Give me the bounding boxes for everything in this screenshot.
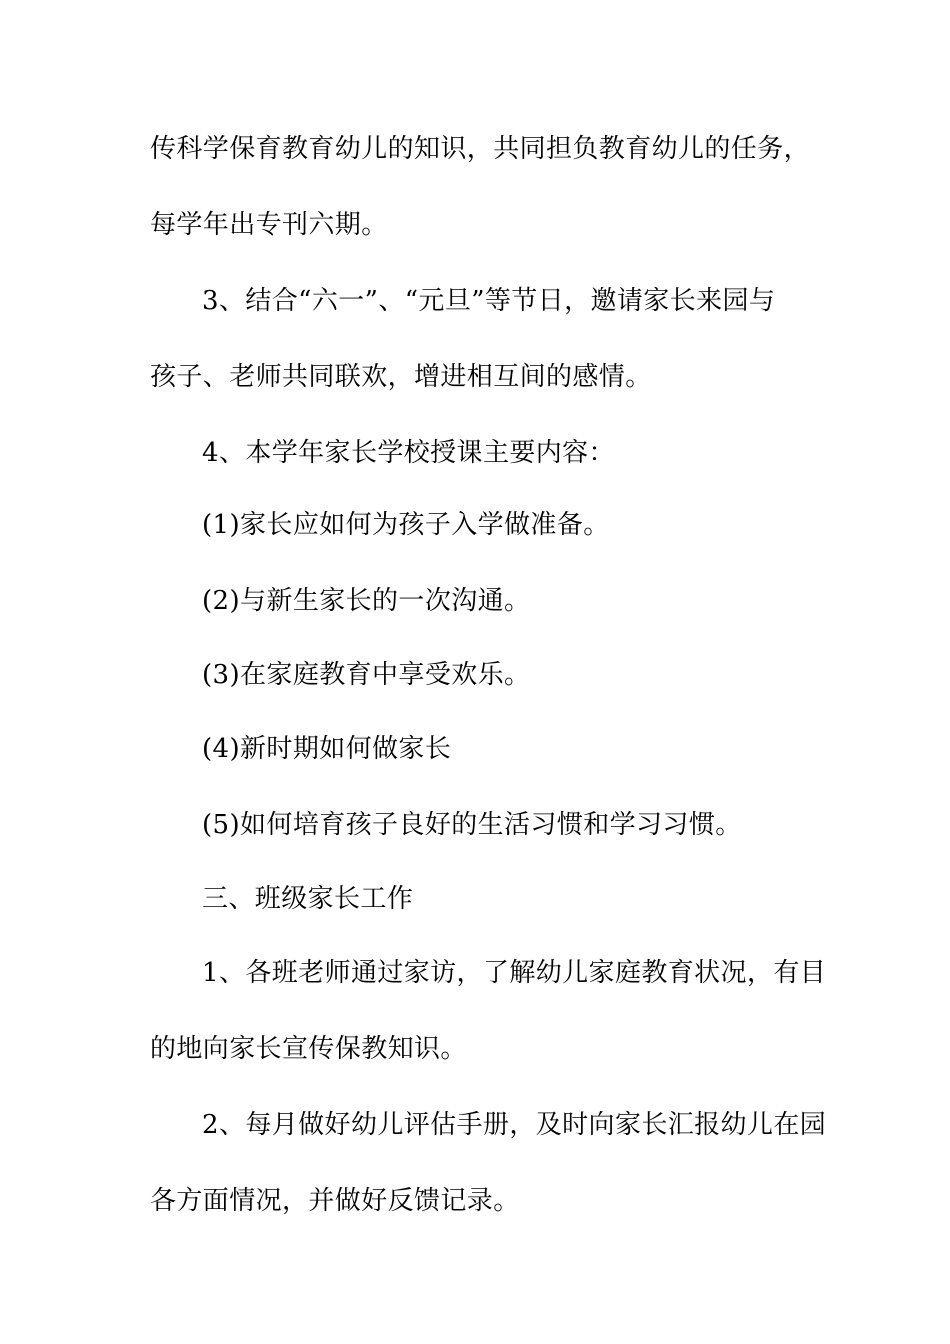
list-item: (3)在家庭教育中享受欢乐。 — [202, 660, 531, 690]
list-item: (5)如何培育孩子良好的生活习惯和学习习惯。 — [202, 810, 742, 840]
paragraph-line: 4、本学年家长学校授课主要内容： — [202, 438, 615, 468]
section-heading: 三、班级家长工作 — [202, 884, 414, 914]
list-item: (1)家长应如何为孩子入学做准备。 — [202, 510, 610, 540]
paragraph-line: 孩子、老师共同联欢，增进相互间的感情。 — [150, 362, 652, 392]
paragraph-line: 3、结合“六一”、“元旦”等节日，邀请家长来园与 — [202, 286, 776, 316]
paragraph-line: 1、各班老师通过家访，了解幼儿家庭教育状况，有目 — [202, 958, 827, 988]
paragraph-line: 传科学保育教育幼儿的知识，共同担负教育幼儿的任务， — [150, 134, 811, 164]
paragraph-line: 2、每月做好幼儿评估手册，及时向家长汇报幼儿在园 — [202, 1110, 827, 1140]
paragraph-line: 的地向家长宣传保教知识。 — [150, 1034, 467, 1064]
paragraph-line: 每学年出专刊六期。 — [150, 210, 388, 240]
list-item: (4)新时期如何做家长 — [202, 734, 452, 764]
list-item: (2)与新生家长的一次沟通。 — [202, 586, 531, 616]
paragraph-line: 各方面情况，并做好反馈记录。 — [150, 1186, 520, 1216]
